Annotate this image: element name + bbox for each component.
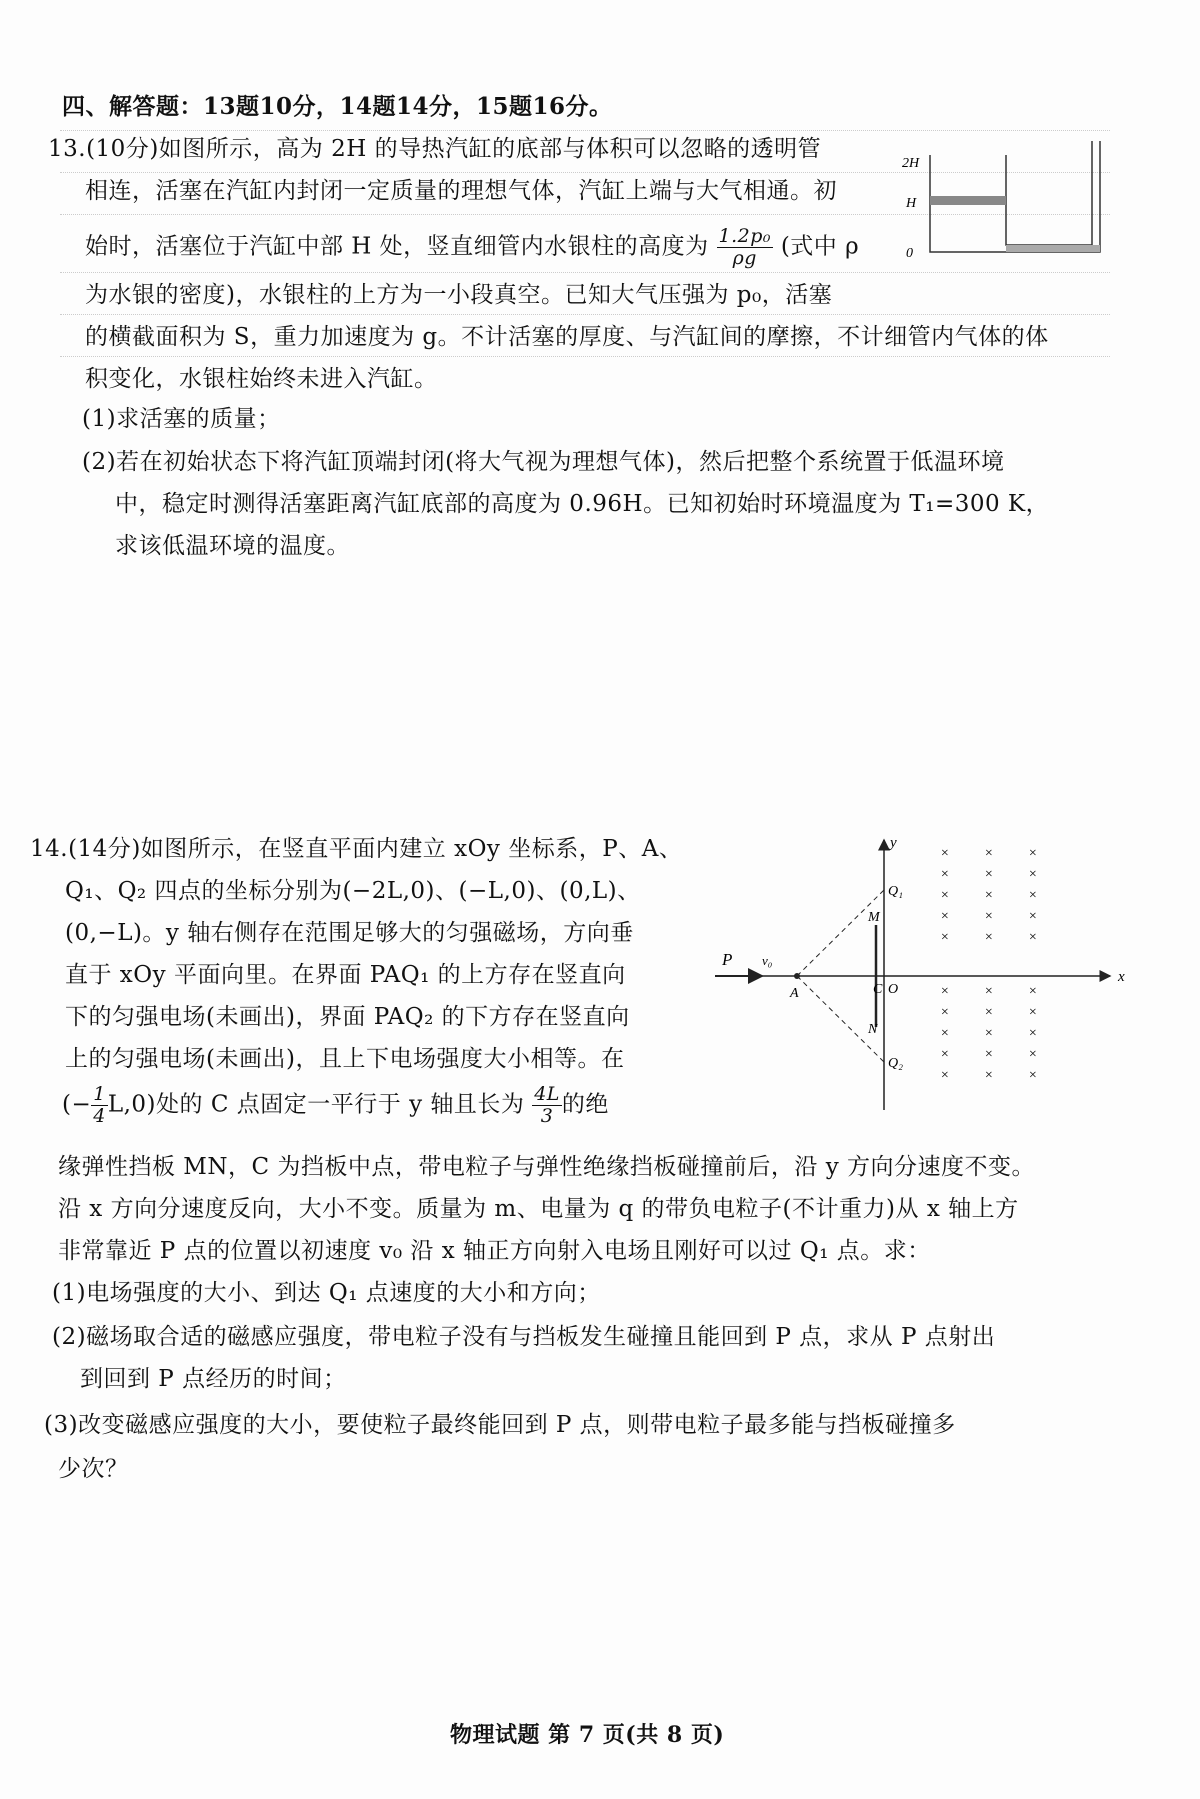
field-cross-mark: × — [940, 930, 950, 945]
field-cross-mark: × — [1028, 1047, 1038, 1062]
field-cross-mark: × — [940, 1026, 950, 1041]
boundary-paq1 — [797, 890, 884, 976]
q13-line-text: 始时，活塞位于汽缸中部 H 处，竖直细管内水银柱的高度为 — [85, 233, 709, 260]
q14-sub-1: (1)电场强度的大小、到达 Q₁ 点速度的大小和方向； — [52, 1280, 601, 1306]
field-cross-mark: × — [940, 888, 950, 903]
q13-sub-1: (1)求活塞的质量； — [82, 406, 281, 432]
field-cross-mark: × — [984, 984, 994, 999]
field-cross-mark: × — [984, 930, 994, 945]
svg-text:Q₂: Q₂ — [888, 1056, 903, 1071]
q13-line: 中，稳定时测得活塞距离汽缸底部的高度为 0.96H。已知初始时环境温度为 T₁=300 K， — [115, 491, 1050, 517]
q13-line: 求该低温环境的温度。 — [115, 533, 350, 559]
label-0: 0 — [906, 246, 913, 261]
q14-line: 下的匀强电场(未画出)，界面 PAQ₂ 的下方存在竖直向 — [65, 1004, 630, 1030]
field-cross-mark: × — [940, 1047, 950, 1062]
q14-line: 直于 xOy 平面向里。在界面 PAQ₁ 的上方存在竖直向 — [65, 962, 626, 988]
fraction-1-2p0-over-rhog: $\frac{\text{1.2p₀}}{\rho g}$ — [718, 225, 771, 269]
q14-line: Q₁、Q₂ 四点的坐标分别为(−2L,0)、(−L,0)、(0,L)、 — [65, 878, 641, 904]
label-h: H — [906, 196, 917, 211]
q14-line: 少次？ — [58, 1456, 129, 1482]
field-cross-mark: × — [984, 867, 994, 882]
section-header: 四、解答题：13题10分，14题14分，15题16分。 — [62, 93, 613, 120]
q13-line: 13.(10分)如图所示，高为 2H 的导热汽缸的底部与体积可以忽略的透明管 — [48, 136, 822, 162]
q13-line-text: (式中 ρ — [780, 233, 860, 260]
field-cross-mark: × — [940, 984, 950, 999]
boundary-paq2 — [797, 976, 884, 1062]
field-cross-mark: × — [1028, 1068, 1038, 1083]
q13-sub-2: (2)若在初始状态下将汽缸顶端封闭(将大气视为理想气体)，然后把整个系统置于低温环境 — [82, 449, 1005, 475]
svg-text:A: A — [790, 986, 799, 1001]
field-cross-mark: × — [940, 846, 950, 861]
field-cross-mark: × — [984, 909, 994, 924]
field-cross-mark: × — [1028, 867, 1038, 882]
field-cross-mark: × — [1028, 1026, 1038, 1041]
magnetic-field-into-page — [940, 846, 1037, 1083]
svg-text:O: O — [888, 982, 899, 997]
q14-line: 上的匀强电场(未画出)，且上下电场强度大小相等。在 — [65, 1046, 625, 1072]
svg-text:y: y — [890, 835, 897, 851]
cylinder-diagram — [900, 135, 1110, 265]
label-2h: 2H — [902, 156, 920, 171]
mercury — [1006, 245, 1100, 252]
field-cross-mark: × — [1028, 1005, 1038, 1020]
coordinate-field-diagram — [710, 835, 1130, 1115]
q14-line: 非常靠近 P 点的位置以初速度 v₀ 沿 x 轴正方向射入电场且刚好可以过 Q₁ 点。求： — [58, 1238, 931, 1264]
q13-line: 的横截面积为 S，重力加速度为 g。不计活塞的厚度、与汽缸间的摩擦，不计细管内气体的体 — [85, 324, 1049, 350]
field-cross-mark: × — [1028, 846, 1038, 861]
field-cross-mark: × — [984, 1068, 994, 1083]
page-footer: 物理试题 第 7 页(共 8 页) — [450, 1722, 725, 1748]
q14-sub-3: (3)改变磁感应强度的大小，要使粒子最终能回到 P 点，则带电粒子最多能与挡板碰撞多 — [44, 1412, 956, 1438]
field-cross-mark: × — [940, 1068, 950, 1083]
q14-line: (0,−L)。y 轴右侧存在范围足够大的匀强磁场，方向垂 — [65, 920, 634, 946]
svg-text:P: P — [722, 950, 733, 969]
svg-text:Q₁: Q₁ — [888, 884, 903, 899]
q14-line: 到回到 P 点经历的时间； — [80, 1366, 347, 1392]
fraction-4l-3: $\frac{4L}{3}$ — [534, 1083, 560, 1127]
svg-text:x: x — [1118, 969, 1125, 985]
q13-line: 积变化，水银柱始终未进入汽缸。 — [85, 366, 438, 392]
q13-line — [85, 226, 859, 269]
q14-sub-2: (2)磁场取合适的磁感应强度，带电粒子没有与挡板发生碰撞且能回到 P 点，求从 P 点射出 — [52, 1324, 996, 1350]
fraction-1-4: $\frac{1}{4}$ — [93, 1083, 106, 1127]
field-cross-mark: × — [984, 1047, 994, 1062]
q13-line: 相连，活塞在汽缸内封闭一定质量的理想气体，汽缸上端与大气相通。初 — [85, 178, 837, 204]
field-cross-mark: × — [1028, 888, 1038, 903]
field-cross-mark: × — [984, 1005, 994, 1020]
field-cross-mark: × — [940, 909, 950, 924]
field-cross-mark: × — [940, 867, 950, 882]
field-cross-mark: × — [984, 888, 994, 903]
field-cross-mark: × — [1028, 984, 1038, 999]
q14-line: 沿 x 方向分速度反向，大小不变。质量为 m、电量为 q 的带负电粒子(不计重力)从 x 轴上方 — [58, 1196, 1019, 1222]
q14-line: 缘弹性挡板 MN，C 为挡板中点，带电粒子与弹性绝缘挡板碰撞前后，沿 y 方向分速度不变。 — [58, 1154, 1036, 1180]
field-cross-mark: × — [1028, 930, 1038, 945]
q13-line: 为水银的密度)，水银柱的上方为一小段真空。已知大气压强为 p₀，活塞 — [85, 282, 833, 308]
svg-text:N: N — [868, 1022, 878, 1037]
q14-line: 14.(14分)如图所示，在竖直平面内建立 xOy 坐标系，P、A、 — [30, 836, 683, 862]
svg-text:v₀: v₀ — [762, 953, 773, 968]
field-cross-mark: × — [940, 1005, 950, 1020]
field-cross-mark: × — [1028, 909, 1038, 924]
svg-text:C: C — [873, 982, 883, 997]
field-cross-mark: × — [984, 1026, 994, 1041]
piston — [930, 196, 1006, 205]
q14-line: (− $\frac{1}{4}$ L,0)处的 C 点固定一平行于 y 轴且长为 $\frac{4L}{3}$ 的绝 — [62, 1083, 609, 1127]
field-cross-mark: × — [984, 846, 994, 861]
svg-text:M: M — [868, 910, 880, 925]
